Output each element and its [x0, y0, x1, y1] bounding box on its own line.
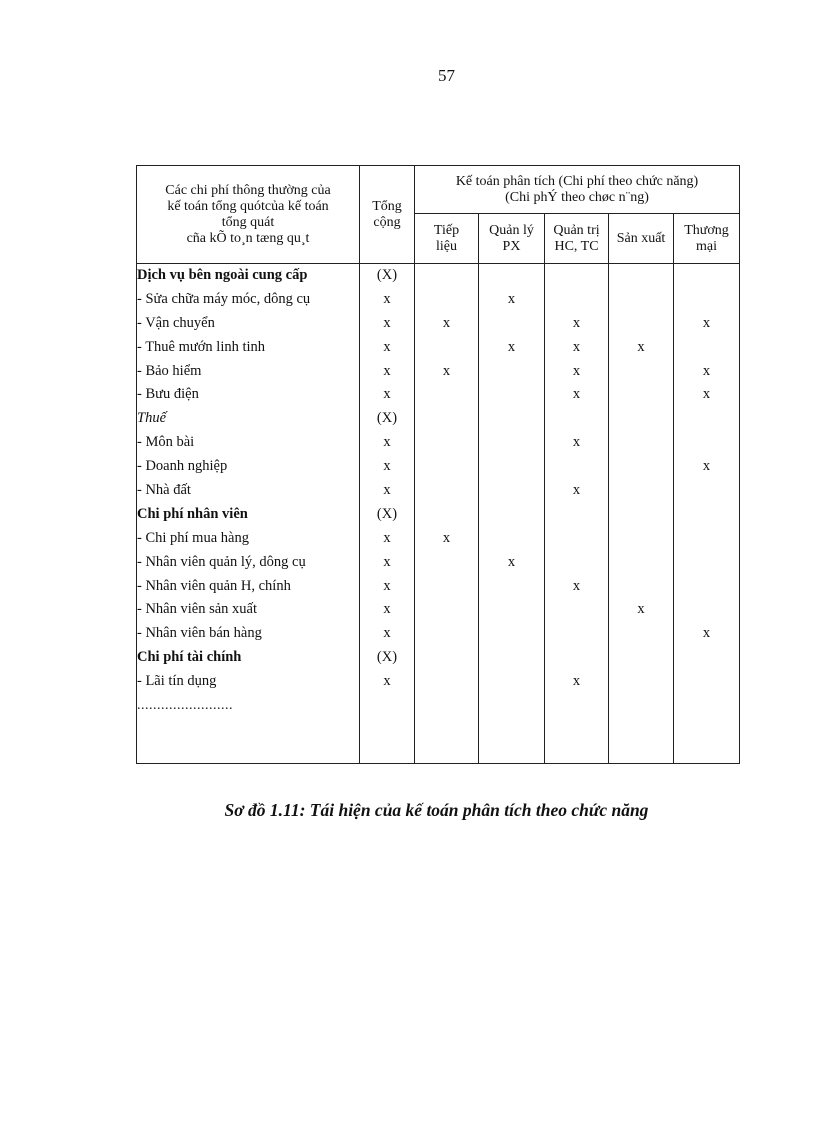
- cell-mark: [609, 479, 673, 503]
- cell-mark: [674, 670, 739, 694]
- cost-function-table: [136, 165, 740, 764]
- cell-mark: [415, 575, 478, 599]
- table-row-label: Chi phí tài chính: [137, 649, 242, 666]
- header-description-line: cña kÕ to¸n tæng qu¸t: [186, 230, 310, 246]
- cell-mark: [479, 479, 544, 503]
- total-mark: (X): [376, 505, 398, 522]
- table-body-row: [137, 264, 740, 764]
- cell-mark: x: [507, 290, 516, 307]
- cell-mark: [674, 407, 739, 431]
- total-mark: (X): [376, 410, 398, 427]
- cell-mark: [674, 336, 739, 360]
- supplies-column: [415, 264, 479, 764]
- cell-mark: [479, 575, 544, 599]
- header-description-line: kế toán tổng quótcủa kế toán: [167, 198, 329, 214]
- cell-mark: x: [572, 386, 581, 403]
- cell-mark: [674, 646, 739, 670]
- cell-mark: [415, 288, 478, 312]
- table-row-label: - Doanh nghiệp: [137, 458, 228, 475]
- cell-mark: x: [637, 338, 645, 355]
- cell-mark: [545, 407, 608, 431]
- cell-mark: [609, 622, 673, 646]
- cell-mark: [479, 622, 544, 646]
- cell-mark: [479, 407, 544, 431]
- total-mark: x: [383, 577, 391, 594]
- header-analysis-line: Kế toán phân tích (Chi phí theo chức năng): [455, 173, 699, 189]
- cell-mark: [609, 312, 673, 336]
- table-row-label: - Sửa chữa máy móc, dông cụ: [137, 290, 311, 307]
- total-mark: x: [383, 290, 391, 307]
- continuation-dots: ........................: [137, 698, 233, 714]
- header-column-supplies: [415, 214, 479, 264]
- header-description-line: Các chi phí thông thường của: [165, 182, 331, 198]
- cell-mark: [545, 264, 608, 288]
- cell-mark: [545, 288, 608, 312]
- cell-mark: [609, 264, 673, 288]
- figure-caption: Sơ đồ 1.11: Tái hiện của kế toán phân tích theo chức năng: [224, 800, 649, 820]
- cell-mark: x: [572, 314, 581, 331]
- table-row-label: - Bưu điện: [137, 386, 199, 403]
- cell-mark: [479, 646, 544, 670]
- table-row-label: - Nhân viên quản H, chính: [137, 577, 291, 594]
- table-row-label: - Thuê mướn linh tinh: [137, 338, 266, 355]
- cell-mark: [479, 383, 544, 407]
- cell-mark: x: [637, 601, 645, 618]
- cell-mark: x: [572, 362, 581, 379]
- table-row-label: - Môn bài: [137, 434, 195, 451]
- header-column-line: Sản xuất: [616, 230, 666, 246]
- cell-mark: [479, 503, 544, 527]
- header-column-line: Quản lý: [489, 222, 534, 238]
- table-row-label: - Nhân viên sản xuất: [137, 601, 257, 618]
- cell-mark: x: [572, 482, 581, 499]
- cell-mark: [674, 479, 739, 503]
- table-row-label: - Lãi tín dụng: [137, 673, 217, 690]
- cell-mark: [674, 551, 739, 575]
- cell-mark: x: [702, 625, 711, 642]
- cell-mark: [479, 455, 544, 479]
- cell-mark: [479, 264, 544, 288]
- cell-mark: [609, 575, 673, 599]
- cell-mark: [674, 264, 739, 288]
- header-column-line: Tiếp: [433, 222, 460, 238]
- total-mark: x: [383, 338, 391, 355]
- cell-mark: [674, 288, 739, 312]
- cell-mark: [479, 431, 544, 455]
- cell-mark: [479, 670, 544, 694]
- cell-mark: x: [572, 673, 581, 690]
- total-mark: x: [383, 362, 391, 379]
- cell-mark: [545, 598, 608, 622]
- table-row-label: - Vận chuyển: [137, 314, 215, 331]
- total-mark: x: [383, 553, 391, 570]
- cell-mark: [609, 407, 673, 431]
- header-total-line: Tổng: [372, 198, 402, 214]
- total-mark: (X): [376, 649, 398, 666]
- header-row-top: [137, 166, 740, 214]
- header-column-line: mại: [696, 238, 718, 254]
- production-column: [609, 264, 674, 764]
- cell-mark: [415, 407, 478, 431]
- cell-mark: x: [572, 338, 581, 355]
- header-column-workshop-mgmt: [479, 214, 545, 264]
- cell-mark: [415, 383, 478, 407]
- cell-mark: [415, 503, 478, 527]
- cell-mark: [415, 455, 478, 479]
- cell-mark: [609, 527, 673, 551]
- table-row-label: - Bảo hiểm: [137, 362, 202, 379]
- cell-mark: x: [442, 362, 451, 379]
- total-mark: (X): [376, 267, 398, 283]
- cell-mark: [609, 551, 673, 575]
- cell-mark: [479, 598, 544, 622]
- cell-mark: [415, 598, 478, 622]
- total-mark: x: [383, 386, 391, 403]
- admin-column: [545, 264, 609, 764]
- header-column-line: liệu: [436, 238, 457, 254]
- cell-mark: [545, 503, 608, 527]
- header-column-line: PX: [502, 238, 521, 254]
- cell-mark: [479, 360, 544, 384]
- cell-mark: x: [702, 314, 711, 331]
- cell-mark: [415, 264, 478, 288]
- cell-mark: [545, 527, 608, 551]
- total-mark: x: [383, 458, 391, 475]
- cell-mark: x: [572, 434, 581, 451]
- cell-mark: [415, 336, 478, 360]
- cell-mark: [415, 646, 478, 670]
- cell-mark: [545, 622, 608, 646]
- header-column-production: [609, 214, 674, 264]
- header-column-admin: [545, 214, 609, 264]
- cell-mark: [545, 646, 608, 670]
- cell-mark: x: [507, 338, 516, 355]
- cell-mark: [415, 431, 478, 455]
- page-number: 57: [438, 66, 455, 85]
- cell-mark: x: [442, 529, 451, 546]
- cell-mark: [545, 551, 608, 575]
- cell-mark: [609, 503, 673, 527]
- table-row-label: Thuế: [137, 410, 166, 427]
- cell-mark: [674, 431, 739, 455]
- cell-mark: [415, 479, 478, 503]
- header-analysis-line: (Chi phÝ theo chøc n¨ng): [505, 189, 649, 205]
- cell-mark: x: [702, 386, 711, 403]
- cell-mark: [609, 670, 673, 694]
- header-description-line: tổng quát: [221, 214, 275, 230]
- cell-mark: [609, 431, 673, 455]
- header-column-line: Quản trị: [553, 222, 600, 238]
- cell-mark: [479, 527, 544, 551]
- table-row-label: Chi phí nhân viên: [137, 505, 248, 522]
- workshop-mgmt-column: [479, 264, 545, 764]
- cell-mark: [479, 312, 544, 336]
- total-mark: x: [383, 601, 391, 618]
- header-column-line: Thương: [684, 222, 729, 238]
- cell-mark: [415, 670, 478, 694]
- cell-mark: [545, 455, 608, 479]
- header-column-line: HC, TC: [554, 238, 599, 254]
- cell-mark: [609, 455, 673, 479]
- cell-mark: [609, 646, 673, 670]
- cell-mark: [415, 551, 478, 575]
- cell-mark: x: [507, 553, 516, 570]
- cell-mark: x: [702, 458, 711, 475]
- cell-mark: [609, 383, 673, 407]
- total-column: [360, 264, 415, 764]
- cell-mark: [674, 575, 739, 599]
- header-total-line: cộng: [373, 214, 401, 230]
- cell-mark: [674, 527, 739, 551]
- item-labels-column: [137, 264, 360, 764]
- total-mark: x: [383, 482, 391, 499]
- header-description: [137, 166, 360, 264]
- table-row-label: - Chi phí mua hàng: [137, 529, 249, 546]
- header-analysis-title: [415, 166, 740, 214]
- commerce-column: [674, 264, 740, 764]
- cell-mark: x: [572, 577, 581, 594]
- cell-mark: [674, 503, 739, 527]
- table-row-label: - Nhà đất: [137, 482, 191, 499]
- cell-mark: [674, 598, 739, 622]
- total-mark: x: [383, 529, 391, 546]
- total-mark: x: [383, 625, 391, 642]
- cell-mark: [609, 360, 673, 384]
- cell-mark: x: [702, 362, 711, 379]
- cell-mark: [609, 288, 673, 312]
- header-total: [360, 166, 415, 264]
- table-row-label: - Nhân viên quản lý, dông cụ: [137, 553, 306, 570]
- table-row-label: Dịch vụ bên ngoài cung cấp: [137, 267, 308, 283]
- total-mark: x: [383, 314, 391, 331]
- table-row-label: - Nhân viên bán hàng: [137, 625, 262, 642]
- cell-mark: [415, 622, 478, 646]
- header-column-commerce: [674, 214, 740, 264]
- total-mark: x: [383, 434, 391, 451]
- cell-mark: x: [442, 314, 451, 331]
- total-mark: x: [383, 673, 391, 690]
